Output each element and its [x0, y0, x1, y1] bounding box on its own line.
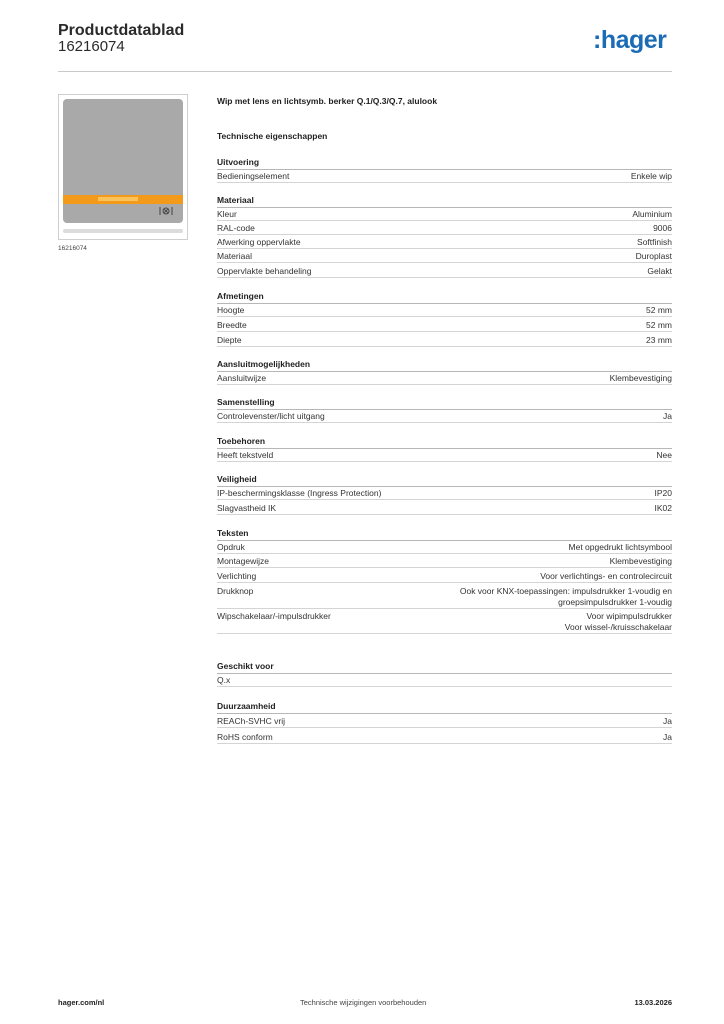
section-materiaal: Materiaal — [217, 194, 672, 208]
property-row — [217, 675, 672, 687]
property-value — [565, 611, 672, 633]
footer-disclaimer: Technische wijzigingen voorbehouden — [300, 998, 427, 1007]
properties-heading: Technische eigenschappen — [217, 131, 328, 141]
property-value-line: Voor wipimpulsdrukker — [586, 611, 672, 621]
section-aansluitmogelijkheden: Aansluitmogelijkheden — [217, 358, 672, 372]
property-label: Opdruk — [217, 542, 245, 552]
property-label: Breedte — [217, 320, 247, 330]
property-label: IP-beschermingsklasse (Ingress Protection) — [217, 488, 382, 498]
property-value — [460, 586, 672, 608]
property-value: Ja — [663, 411, 672, 421]
property-row — [217, 209, 672, 221]
property-label: RAL-code — [217, 223, 255, 233]
property-label: RoHS conform — [217, 732, 273, 742]
property-label: Diepte — [217, 335, 242, 345]
property-label: Materiaal — [217, 251, 252, 261]
property-value: Nee — [656, 450, 672, 460]
section-teksten: Teksten — [217, 527, 672, 541]
property-label: Drukknop — [217, 586, 254, 596]
property-value: Duroplast — [635, 251, 672, 261]
property-label: Hoogte — [217, 305, 245, 315]
property-row — [217, 716, 672, 728]
property-label: Wipschakelaar/-impulsdrukker — [217, 611, 331, 621]
property-label: Afwerking oppervlakte — [217, 237, 301, 247]
property-value: 52 mm — [646, 305, 672, 315]
property-row — [217, 488, 672, 500]
property-value: Ja — [663, 716, 672, 726]
property-label: Kleur — [217, 209, 237, 219]
property-label: Oppervlakte behandeling — [217, 266, 312, 276]
property-row — [217, 586, 672, 609]
property-value: 52 mm — [646, 320, 672, 330]
section-toebehoren: Toebehoren — [217, 435, 672, 449]
section-veiligheid: Veiligheid — [217, 473, 672, 487]
property-label: REACh-SVHC vrij — [217, 716, 286, 726]
property-row — [217, 732, 672, 744]
property-value: Ja — [663, 732, 672, 742]
hager-logo: :hager — [593, 26, 667, 54]
header-divider — [58, 71, 672, 72]
property-row — [217, 305, 672, 317]
section-samenstelling: Samenstelling — [217, 396, 672, 410]
property-row — [217, 223, 672, 235]
property-row — [217, 335, 672, 347]
property-value: IK02 — [654, 503, 672, 513]
product-image — [58, 94, 188, 240]
property-row — [217, 611, 672, 634]
section-geschikt-voor: Geschikt voor — [217, 660, 672, 674]
property-label: Aansluitwijze — [217, 373, 267, 383]
property-row — [217, 266, 672, 278]
property-value-line: groepsimpulsdrukker 1-voudig — [558, 597, 672, 607]
property-value: 23 mm — [646, 335, 672, 345]
footer-website-link[interactable]: hager.com/nl — [58, 998, 105, 1007]
property-label: Slagvastheid IK — [217, 503, 277, 513]
property-row — [217, 450, 672, 462]
property-row — [217, 542, 672, 554]
property-value: Klembevestiging — [609, 556, 672, 566]
property-value: Met opgedrukt lichtsymbool — [568, 542, 672, 552]
section-afmetingen: Afmetingen — [217, 290, 672, 304]
property-row — [217, 503, 672, 515]
property-row — [217, 411, 672, 423]
property-value: Gelakt — [647, 266, 672, 276]
property-row — [217, 251, 672, 263]
product-number: 16216074 — [58, 38, 125, 55]
image-caption: 16216074 — [58, 245, 87, 252]
section-uitvoering: Uitvoering — [217, 156, 672, 170]
product-title: Wip met lens en lichtsymb. berker Q.1/Q.3/Q.7, alulook — [217, 96, 438, 106]
property-value: Klembevestiging — [609, 373, 672, 383]
property-label: Q.x — [217, 675, 231, 685]
property-value: Voor verlichtings- en controlecircuit — [540, 571, 672, 581]
property-value: Aluminium — [632, 209, 672, 219]
property-label: Controlevenster/licht uitgang — [217, 411, 325, 421]
property-value: IP20 — [654, 488, 672, 498]
property-row — [217, 237, 672, 249]
property-label: Heeft tekstveld — [217, 450, 274, 460]
property-value-line: Voor wissel-/kruisschakelaar — [564, 622, 672, 632]
property-row — [217, 320, 672, 332]
footer-date: 13.03.2026 — [634, 998, 672, 1007]
property-row — [217, 171, 672, 183]
property-row — [217, 556, 672, 568]
property-value: Softfinish — [637, 237, 672, 247]
property-row — [217, 571, 672, 583]
document-title: Productdatablad — [58, 22, 185, 39]
property-label: Verlichting — [217, 571, 257, 581]
property-label: Bedieningselement — [217, 171, 290, 181]
property-value: 9006 — [653, 223, 672, 233]
property-value-line: Ook voor KNX-toepassingen: impulsdrukker 1-voudig en — [459, 586, 672, 596]
section-duurzaamheid: Duurzaamheid — [217, 700, 672, 714]
property-label: Montagewijze — [217, 556, 269, 566]
property-row — [217, 373, 672, 385]
property-value: Enkele wip — [630, 171, 672, 181]
